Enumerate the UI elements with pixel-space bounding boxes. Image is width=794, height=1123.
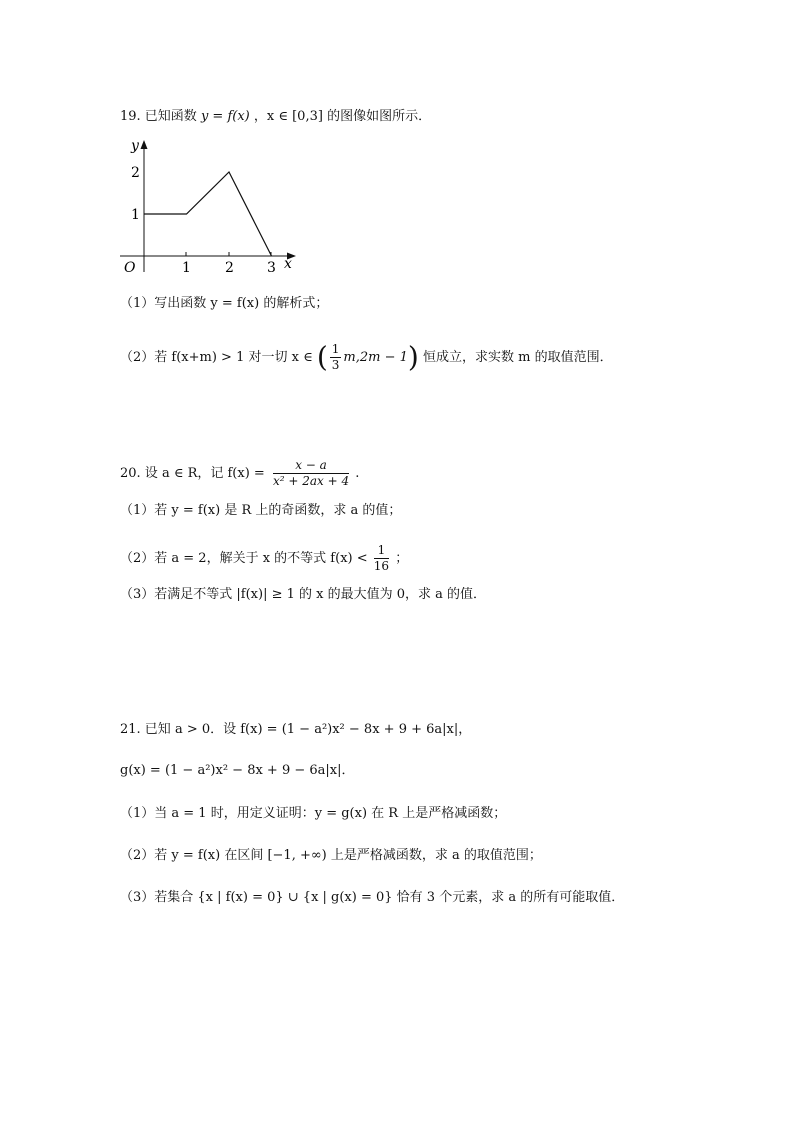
q21-line1: 21. 已知 a > 0．设 f(x) = (1 − a²)x² − 8x + 9 + 6a|x|， (120, 722, 472, 737)
y-tick-label-1: 1 (131, 207, 140, 223)
q20-part2 (120, 543, 408, 574)
q20-head-end: . (355, 466, 360, 481)
x-tick-label-1: 1 (182, 260, 191, 276)
q19-tail: 的图像如图所示． (327, 109, 432, 124)
q19-part2-b: m,2m − 1 (343, 350, 408, 365)
x-tick-label-2: 2 (225, 260, 234, 276)
q20-part1: （1）若 y = f(x) 是 R 上的奇函数，求 a 的值； (120, 503, 402, 518)
q19-part2 (120, 342, 613, 373)
q19-function-curve (144, 172, 272, 256)
q21-part3: （3）若集合 {x | f(x) = 0} ∪ {x | g(x) = 0} 恰有 3 个元素，求 a 的所有可能取值． (120, 890, 625, 905)
q20-frac-den: x² + 2ax + 4 (272, 474, 350, 488)
q19-part2-c: 恒成立，求实数 m 的取值范围． (423, 350, 613, 365)
q21-part1: （1）当 a = 1 时，用定义证明：y = g(x) 在 R 上是严格减函数； (120, 806, 507, 821)
q19-stem (120, 106, 431, 128)
x-axis-label: x (284, 256, 292, 272)
q20-part2-fraction (374, 543, 389, 574)
y-axis-label: y (131, 138, 139, 154)
q19-frac-den: 3 (331, 358, 340, 372)
q20-part2-frac-den: 16 (373, 559, 390, 573)
q20-part2-frac-num: 1 (374, 543, 389, 559)
q21-part2: （2）若 y = f(x) 在区间 [−1, +∞) 上是严格减函数，求 a 的取值范围； (120, 848, 542, 863)
y-axis-arrow-icon (141, 140, 148, 149)
q20-part3: （3）若满足不等式 |f(x)| ≥ 1 的 x 的最大值为 0，求 a 的值． (120, 587, 487, 602)
q19-domain: ，x ∈ [0,3] (253, 109, 323, 124)
q20-part2-a: （2）若 a = 2，解关于 x 的不等式 f(x) < (120, 551, 368, 566)
q20-part2-b: ； (395, 551, 409, 566)
open-paren: ( (316, 340, 328, 374)
q21-line2: g(x) = (1 − a²)x² − 8x + 9 − 6a|x|． (120, 763, 355, 778)
q20-stem (120, 458, 359, 489)
y-tick-label-2: 2 (131, 165, 140, 181)
q19-function: y = f(x) (200, 109, 250, 124)
x-tick-label-3: 3 (267, 260, 276, 276)
q20-head: 20. 设 a ∈ R，记 f(x) = (120, 466, 265, 481)
q19-head: 19. 已知函数 (120, 109, 197, 124)
q19-part2-a: （2）若 f(x+m) > 1 对一切 x ∈ (120, 350, 313, 365)
origin-label: O (124, 260, 136, 276)
q19-fraction (330, 342, 342, 373)
q20-fraction (273, 458, 349, 489)
q19-graph (116, 136, 316, 276)
q20-frac-num: x − a (273, 458, 349, 474)
q19-part1: （1）写出函数 y = f(x) 的解析式； (120, 296, 329, 311)
q19-frac-num: 1 (331, 342, 340, 356)
close-paren: ) (407, 340, 419, 374)
